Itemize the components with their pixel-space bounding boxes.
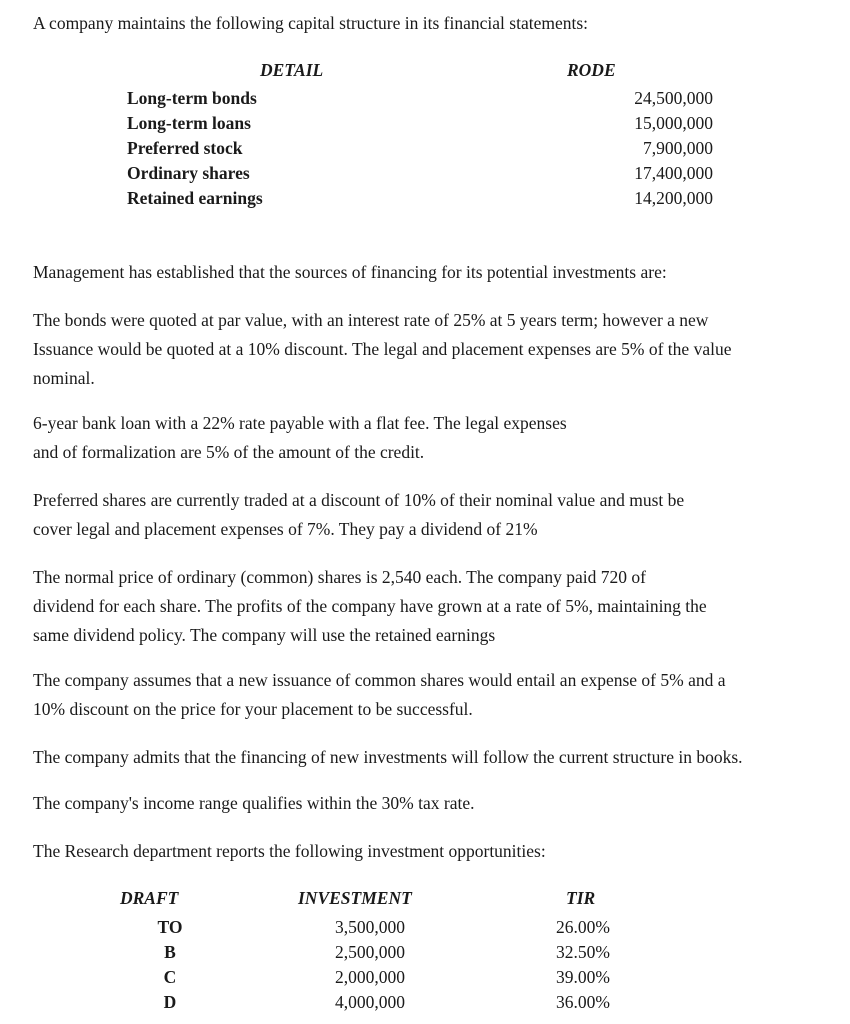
paragraph-line: 6-year bank loan with a 22% rate payable with a flat fee. The legal expenses [33, 413, 567, 433]
capital-row-label: Preferred stock [127, 138, 243, 158]
investment-cell: 3,500,000 [335, 917, 405, 937]
paragraph-line: The company assumes that a new issuance of common shares would entail an expense of 5% and a [33, 670, 726, 690]
capital-values [600, 86, 713, 211]
draft-header: DRAFT [120, 888, 179, 908]
investment-cell: 2,000,000 [335, 967, 405, 987]
draft-column [150, 915, 190, 1015]
tir-cell: 26.00% [556, 917, 610, 937]
detail-header: DETAIL [260, 60, 324, 80]
capital-row-value: 24,500,000 [634, 88, 713, 108]
tir-cell: 32.50% [556, 942, 610, 962]
paragraph-line: cover legal and placement expenses of 7%. They pay a dividend of 21% [33, 519, 538, 539]
investment-cell: 2,500,000 [335, 942, 405, 962]
investment-cell: 4,000,000 [335, 992, 405, 1012]
paragraph-line: same dividend policy. The company will use the retained earnings [33, 625, 496, 645]
tax-paragraph: The company's income range qualifies within the 30% tax rate. [33, 793, 475, 813]
paragraph-line: 10% discount on the price for your placement to be successful. [33, 699, 473, 719]
paragraph-line: nominal. [33, 368, 95, 388]
ordinary-paragraph [33, 563, 707, 650]
tir-column [538, 915, 628, 1015]
draft-cell: B [164, 942, 176, 962]
tir-cell: 39.00% [556, 967, 610, 987]
paragraph-line: The bonds were quoted at par value, with an interest rate of 25% at 5 years term; however a new [33, 310, 709, 330]
capital-labels [127, 86, 263, 211]
investment-column [315, 915, 425, 1015]
capital-row-value: 7,900,000 [643, 138, 713, 158]
paragraph-line: The normal price of ordinary (common) shares is 2,540 each. The company paid 720 of [33, 567, 646, 587]
capital-row-value: 17,400,000 [634, 163, 713, 183]
loan-paragraph [33, 409, 567, 467]
capital-row-label: Long-term bonds [127, 88, 257, 108]
structure-paragraph: The company admits that the financing of new investments will follow the current structure in books. [33, 747, 743, 767]
paragraph-line: and of formalization are 5% of the amount of the credit. [33, 442, 425, 462]
capital-row-label: Long-term loans [127, 113, 251, 133]
sources-paragraph: Management has established that the sources of financing for its potential investments are: [33, 262, 667, 282]
investment-header: INVESTMENT [298, 888, 412, 908]
bonds-paragraph [33, 306, 731, 393]
preferred-paragraph [33, 486, 684, 544]
issuance-paragraph [33, 666, 726, 724]
draft-cell: C [163, 967, 177, 987]
paragraph-line: Preferred shares are currently traded at a discount of 10% of their nominal value and must be [33, 490, 685, 510]
capital-row-value: 14,200,000 [634, 188, 713, 208]
intro-text: A company maintains the following capital structure in its financial statements: [33, 13, 589, 33]
capital-row-value: 15,000,000 [634, 113, 713, 133]
research-paragraph: The Research department reports the following investment opportunities: [33, 841, 546, 861]
amount-header: RODE [567, 60, 616, 80]
draft-cell: D [163, 992, 177, 1012]
draft-cell: TO [157, 917, 183, 937]
paragraph-line: dividend for each share. The profits of the company have grown at a rate of 5%, maintaining the [33, 596, 707, 616]
paragraph-line: Issuance would be quoted at a 10% discount. The legal and placement expenses are 5% of the value [33, 339, 732, 359]
tir-header: TIR [566, 888, 596, 908]
tir-cell: 36.00% [556, 992, 610, 1012]
capital-row-label: Retained earnings [127, 188, 263, 208]
capital-row-label: Ordinary shares [127, 163, 250, 183]
